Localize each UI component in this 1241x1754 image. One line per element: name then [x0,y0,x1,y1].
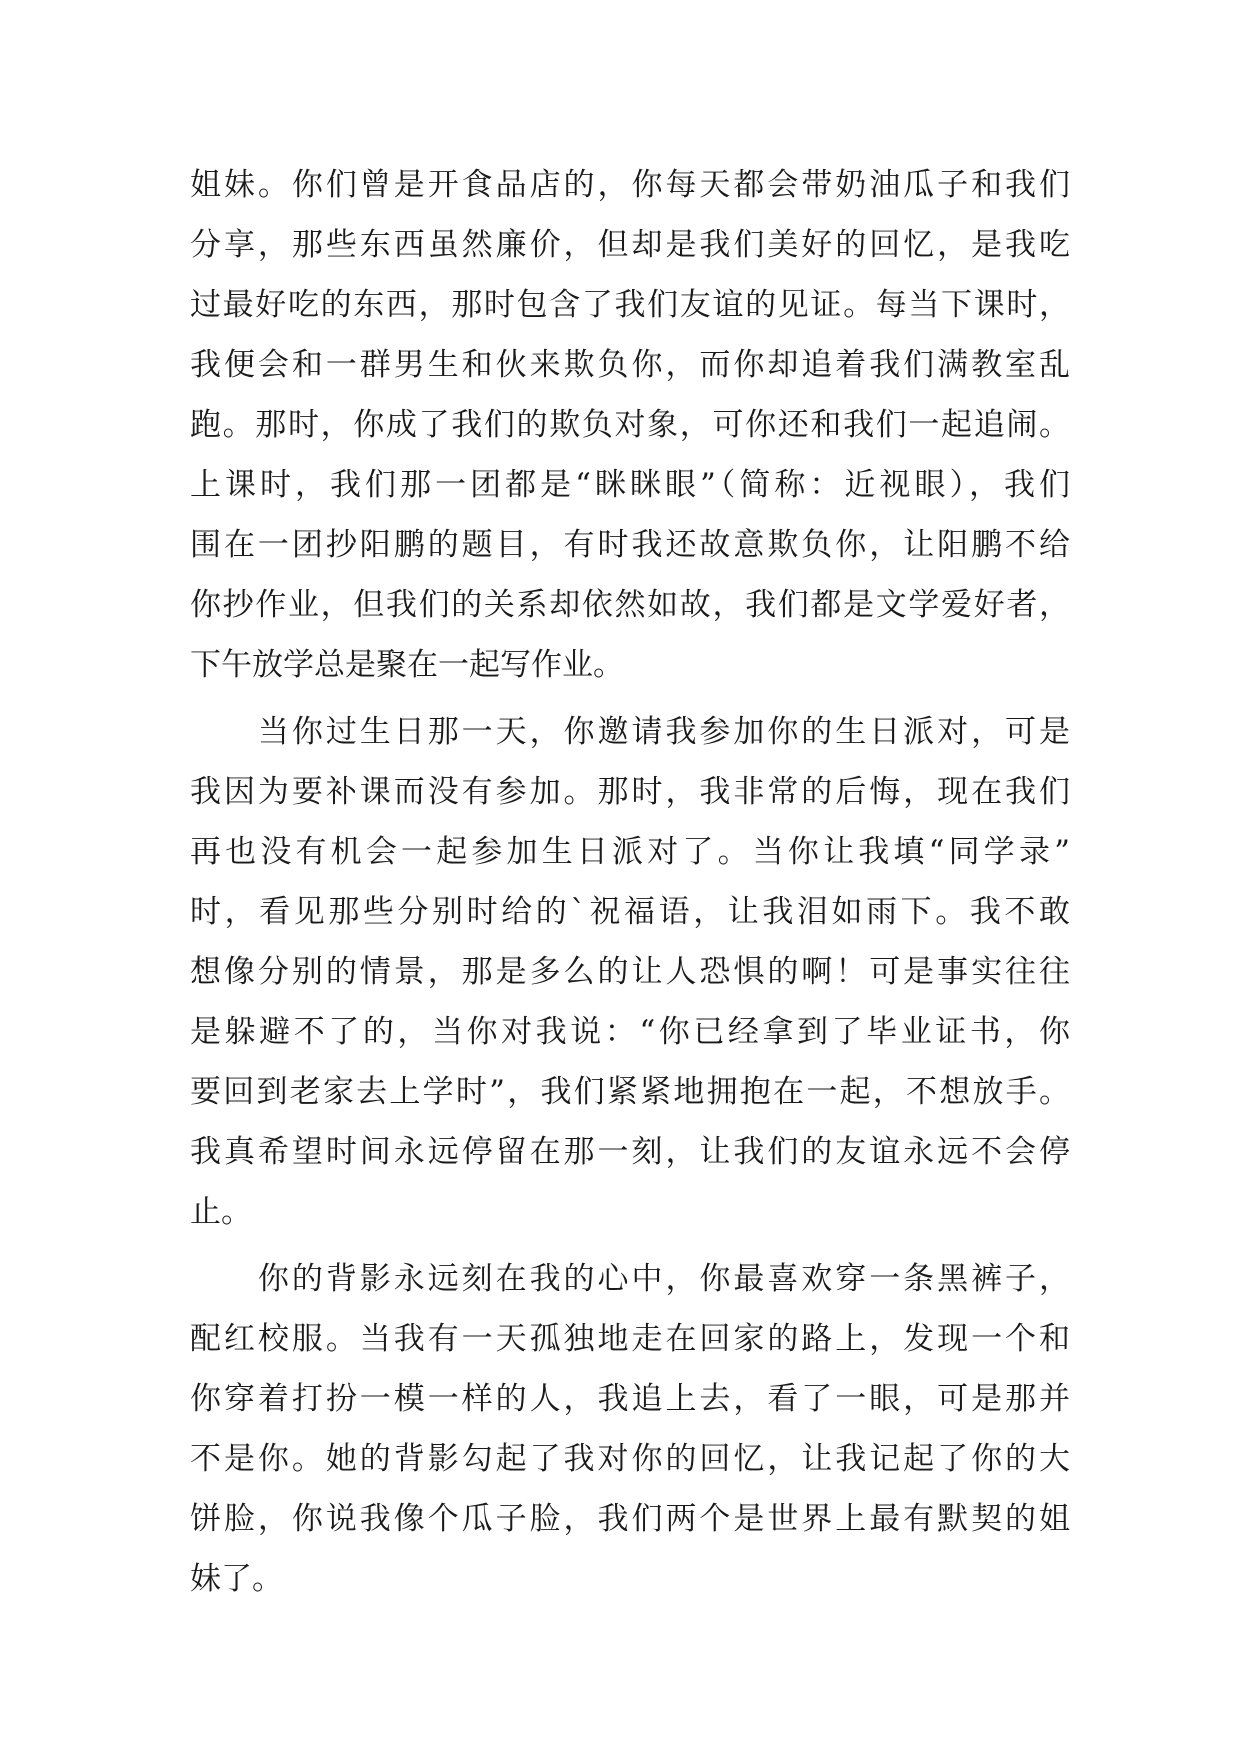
text-line: 妹了。 [190,1561,283,1597]
text-line: 上课时，我们那一团都是“眯眯眼”（简称：近视眼），我们 [190,467,1070,503]
text-line: 跑。那时，你成了我们的欺负对象，可你还和我们一起追闹。 [190,407,1070,443]
text-line: 配红校服。当我有一天孤独地走在回家的路上，发现一个和 [190,1321,1070,1357]
text-line: 是躲避不了的，当你对我说：“你已经拿到了毕业证书，你 [190,1014,1070,1050]
paragraph-2 [190,702,1070,1242]
text-line: 我便会和一群男生和伙来欺负你，而你却追着我们满教室乱 [190,347,1070,383]
text-line: 姐妹。你们曾是开食品店的，你每天都会带奶油瓜子和我们 [190,167,1070,203]
text-line: 再也没有机会一起参加生日派对了。当你让我填“同学录” [190,834,1070,870]
text-line: 过最好吃的东西，那时包含了我们友谊的见证。每当下课时， [190,287,1070,323]
paragraph-1 [190,155,1070,695]
text-line: 不是你。她的背影勾起了我对你的回忆，让我记起了你的大 [190,1441,1070,1477]
text-line: 你的背影永远刻在我的心中，你最喜欢穿一条黑裤子， [190,1261,1070,1297]
text-line: 想像分别的情景，那是多么的让人恐惧的啊！可是事实往往 [190,954,1070,990]
text-line: 你抄作业，但我们的关系却依然如故，我们都是文学爱好者， [190,587,1070,623]
paragraph-3 [190,1249,1070,1609]
text-line: 时，看见那些分别时给的`祝福语，让我泪如雨下。我不敢 [190,894,1070,930]
document-body [190,155,1070,1609]
text-line: 要回到老家去上学时”，我们紧紧地拥抱在一起，不想放手。 [190,1074,1070,1110]
text-line: 饼脸，你说我像个瓜子脸，我们两个是世界上最有默契的姐 [190,1501,1070,1537]
text-line: 我因为要补课而没有参加。那时，我非常的后悔，现在我们 [190,774,1070,810]
text-line: 围在一团抄阳鹏的题目，有时我还故意欺负你，让阳鹏不给 [190,527,1070,563]
text-line: 你穿着打扮一模一样的人，我追上去，看了一眼，可是那并 [190,1381,1070,1417]
text-line: 当你过生日那一天，你邀请我参加你的生日派对，可是 [190,714,1070,750]
text-line: 下午放学总是聚在一起写作业。 [190,647,624,683]
paragraph-spacer [190,695,1070,702]
text-line: 止。 [190,1194,252,1230]
text-line: 分享，那些东西虽然廉价，但却是我们美好的回忆，是我吃 [190,227,1070,263]
text-line: 我真希望时间永远停留在那一刻，让我们的友谊永远不会停 [190,1134,1070,1170]
paragraph-spacer [190,1242,1070,1249]
